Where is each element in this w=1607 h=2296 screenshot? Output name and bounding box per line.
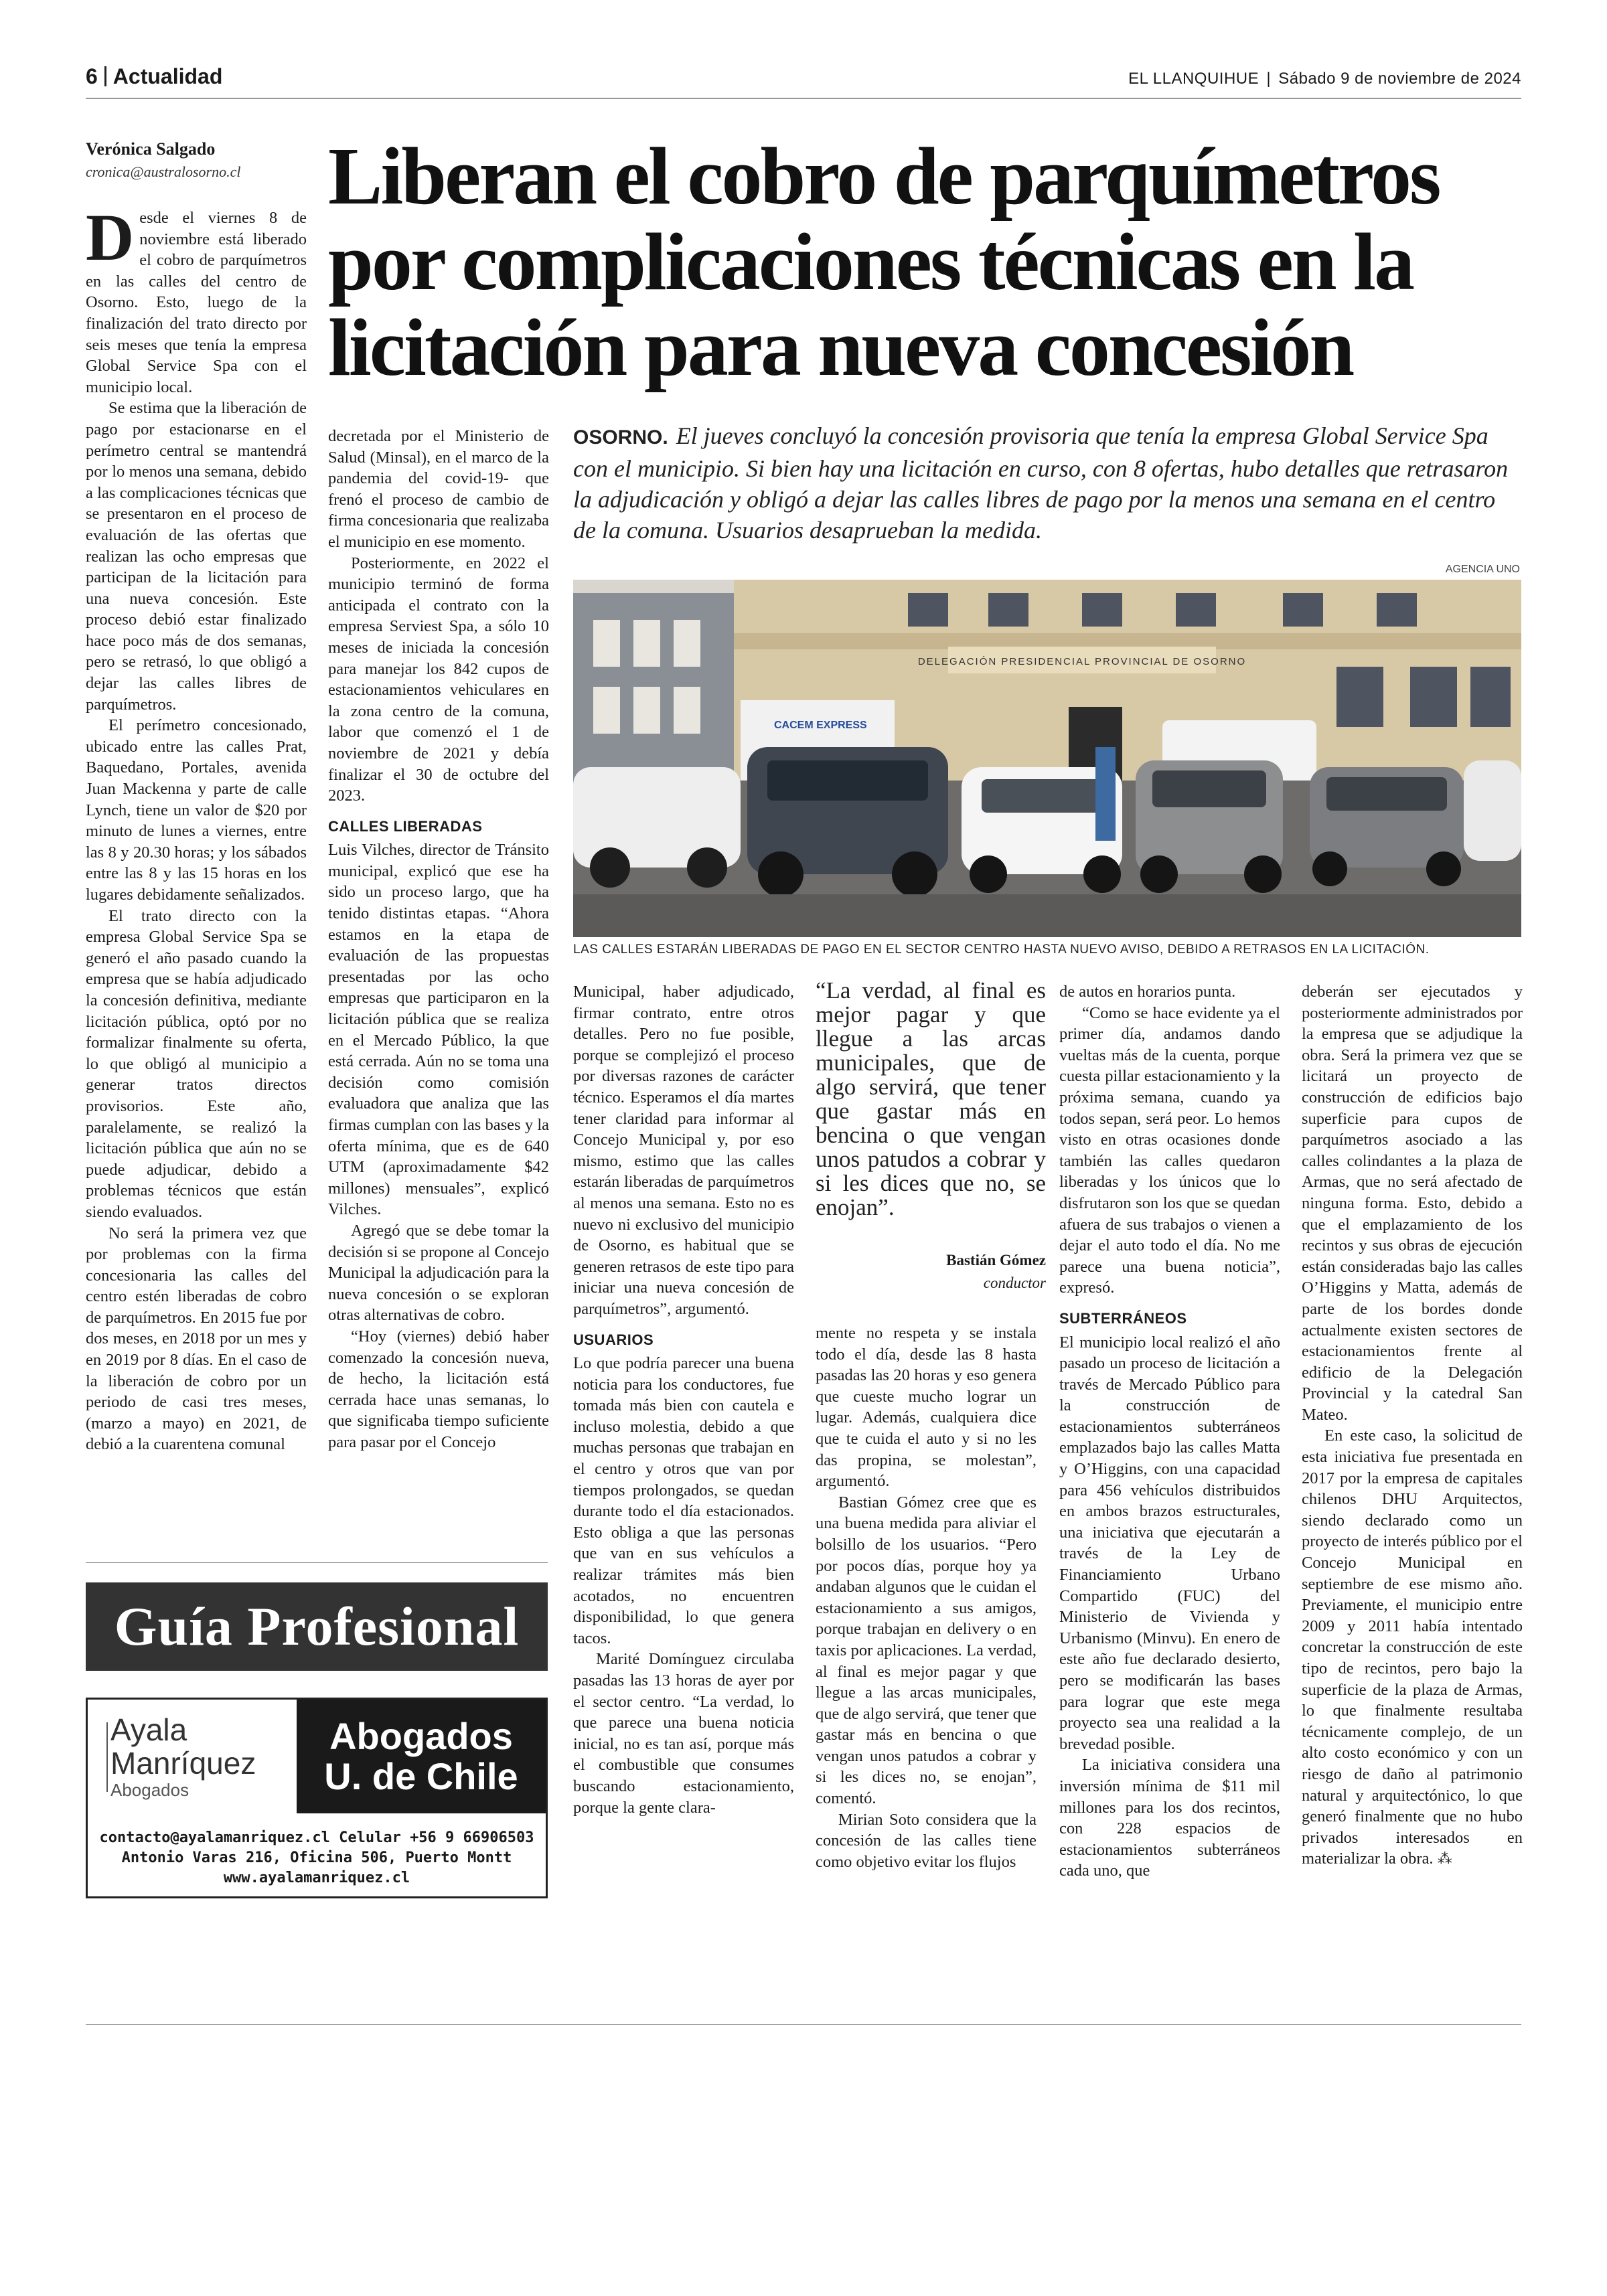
firm-subtitle: Abogados bbox=[110, 1779, 189, 1800]
page-number: 6 bbox=[86, 64, 98, 88]
paragraph: “Hoy (viernes) debió haber comenzado la concesión nueva, de hecho, la licitación está cerrada hace unas semanas, lo que significaba tiempo suficiente para pasar por el Concejo bbox=[328, 1327, 549, 1451]
article-column-2 bbox=[328, 426, 549, 1453]
publication-date: Sábado 9 de noviembre de 2024 bbox=[1278, 70, 1521, 88]
paragraph: Marité Domínguez circulaba pasadas las 13 horas de ayer por el sector centro. “La verdad, lo que parece una buena noticia inicial, no es tan así, porque más el combustible que consumes buscando estacionamiento, porque la gente clara- bbox=[573, 1650, 794, 1817]
paragraph: El trato directo con la empresa Global Service Spa se generó el año pasado cuando la empresa que se había adjudicado la concesión definitiva, mediante licitación pública, optó por no formalizar finalmente su oferta, lo que obligó al municipio a generar tratos directos provisorios. Este año, paralelamente, se realizó la licitación pública que aún no se puede adjudicar, debido a problemas técnicos que están siendo evaluados. bbox=[86, 906, 307, 1221]
subheading-calles-liberadas: CALLES LIBERADAS bbox=[328, 817, 483, 835]
paragraph-text: En este caso, la solicitud de esta iniciativa fue presentada en 2017 por la empresa de capitales chilenos DHU Arquitectos, siendo declarado como un proyecto de interés público por el Concejo Municipal en septiembre de ese mismo año. Previamente, el municipio entre 2009 y 2011 había intentado concretar la construcción de este tipo de recintos, pero bajo la superficie de la plaza de Armas, lo que finalmente resultaba técnicamente complejo, de un alto costo económico y con un riesgo de daño al patrimonio natural y arquitectónico, lo que generó finalmente que no hubo privados interesados en materializar la obra. bbox=[1302, 1426, 1523, 1868]
badge-line-2: U. de Chile bbox=[324, 1755, 518, 1797]
subheading-usuarios: USUARIOS bbox=[573, 1331, 654, 1348]
drop-cap: D bbox=[86, 200, 135, 274]
contact-email-phone[interactable]: contacto@ayalamanriquez.cl Celular +56 9 66906503 bbox=[99, 1829, 534, 1846]
contact-website[interactable]: www.ayalamanriquez.cl bbox=[223, 1870, 410, 1886]
paragraph-text: esde el viernes 8 de noviembre está liberado el cobro de parquímetros en las calles del centro de Osorno. Esto, luego de la finalización del trato directo por seis meses que tenía la empresa Global Service Spa con el municipio local. bbox=[86, 209, 307, 396]
firm-name-line-2: Manríquez bbox=[110, 1745, 256, 1781]
publication-name: EL LLANQUIHUE bbox=[1128, 70, 1259, 88]
paragraph: Se estima que la liberación de pago por estacionarse en el perímetro central se mantendrá por lo menos una semana, debido a las complicaciones técnicas que se presentaron en el proceso de evaluación de las ofertas que realizan las ocho empresas que participan de la licitación para una nueva concesión. Este proceso debió estar finalizado hace poco más de dos semanas, pero se retrasó, lo que obligó a dejar las calles libres de parquímetros. bbox=[86, 399, 307, 714]
article-column-6 bbox=[1302, 981, 1523, 1870]
firm-badge bbox=[297, 1700, 546, 1813]
end-mark: ⁂ bbox=[1437, 1851, 1452, 1868]
paragraph: Municipal, haber adjudicado, firmar contrato, entre otros detalles. Pero no fue posible, porque se complejizó el proceso por diversas razones de carácter técnico. Esperamos el día martes tener claridad para informar al Concejo Municipal y, por eso mismo, estimo que las calles estarán liberadas de parquímetros al menos una semana. Esto no es nuevo ni exclusivo del municipio de Osorno, es habitual que se generen retrasos de este tipo para iniciar una nueva concesión de parquímetros”, argumentó. bbox=[573, 983, 794, 1318]
van-text: CACEM EXPRESS bbox=[774, 720, 867, 731]
paragraph: “Como se hace evidente ya el primer día, andamos dando vueltas más de la cuenta, porque cuesta pillar estacionamiento y la próxima semana, cuando ya todos sepan, será peor. Lo hemos visto en otras ocasiones donde también las calles quedaron liberadas y los únicos que lo disfrutaron son los que se quedan afuera de sus trabajos o vienen a dejar el auto todo el día. No me parece una buena noticia”, expresó. bbox=[1059, 1003, 1280, 1297]
paragraph: La iniciativa considera una inversión mínima de $11 mil millones para los dos recintos, con 228 espacios de estacionamientos subterráneos cada uno, que bbox=[1059, 1756, 1280, 1880]
article-column-3 bbox=[573, 981, 794, 1818]
paragraph: Mirian Soto considera que la concesión de las calles tiene como objetivo evitar los flujos bbox=[816, 1810, 1037, 1871]
author-email[interactable]: cronica@australosorno.cl bbox=[86, 163, 241, 180]
paragraph: mente no respeta y se instala todo el día, desde las 8 hasta pasadas las 20 horas y eso genera que cueste mucho lograr un lugar. Además, cualquiera dice que te cuida el auto y si no les das propina, se molestan”, argumentó. bbox=[816, 1324, 1037, 1491]
paragraph: Bastian Gómez cree que es una buena medida para aliviar el bolsillo de los usuarios. “Pero por pocos días, porque hoy ya andaban algunos que le cuidan el estacionamiento a sus amigos, porque trabajan en delivery o en taxis por aplicaciones. La verdad, al final es mejor pagar y que llegue a las arcas municipales, que de algo servirá, que tener que gastar más en bencina o que vengan unos patudos a cobrar y si les dices no, se enojan”, comentó. bbox=[816, 1493, 1037, 1808]
photo-credit: AGENCIA UNO bbox=[1445, 564, 1520, 575]
guia-profesional-banner: Guía Profesional bbox=[86, 1582, 548, 1671]
lead-place: OSORNO. bbox=[573, 426, 668, 448]
paragraph: No será la primera vez que por problemas con la firma concesionaria las calles del centro estén liberadas de cobro de parquímetros. En 2015 fue por dos meses, en 2018 por un mes y en 2019 por 8 días. En el caso de la liberación de cobro por un periodo de casi tres meses, (marzo a mayo) en 2021, de debió a la cuarentena comunal bbox=[86, 1224, 307, 1454]
paragraph: Lo que podría parecer una buena noticia para los conductores, fue tomada más bien con cautela e incluso molestia, debido a que muchas personas que trabajan en el centro y otros que van por tiempos prolongados, se quedan durante todo el día estacionados. Esto obliga a que las personas que van en sus vehículos a realizar trámites más bien acotados, no encuentren disponibilidad, lo que genera tacos. bbox=[573, 1354, 794, 1647]
header-rule bbox=[86, 98, 1521, 99]
lead-text: El jueves concluyó la concesión provisoria que tenía la empresa Global Service Spa con el municipio. Si bien hay una licitación en curso, con 8 ofertas, hubo detalles que retrasaron la adjudicación y obligó a dejar las calles libres de pago por la menos una semana en el centro de la comuna. Usuarios desaprueban la medida. bbox=[573, 422, 1509, 544]
paragraph bbox=[1302, 1425, 1523, 1870]
section-header bbox=[86, 64, 222, 89]
photo-caption: LAS CALLES ESTARÁN LIBERADAS DE PAGO EN EL SECTOR CENTRO HASTA NUEVO AVISO, DEBIDO A RETRASOS EN LA LICITACIÓN. bbox=[573, 942, 1430, 957]
news-photo bbox=[573, 580, 1521, 937]
lead-paragraph bbox=[573, 420, 1524, 546]
paragraph: Posteriormente, en 2022 el municipio terminó de forma anticipada el contrato con la empresa Serviest Spa, a sólo 10 meses de iniciada la concesión para manejar los 842 cupos de estacionamientos vehiculares en la zona centro de la comuna, labor que comenzó el 1 de noviembre de 2021 y debía finalizar el 30 de octubre del 2023. bbox=[328, 554, 549, 805]
firm-name-line-1: Ayala bbox=[110, 1712, 187, 1747]
firm-logo bbox=[88, 1700, 297, 1813]
ad-top-rule bbox=[86, 1562, 548, 1563]
paragraph: El municipio local realizó el año pasado un proceso de licitación a través de Mercado Público para la construcción de estacionamientos subterráneos emplazados bajo las calles Matta y O’Higgins, con una capacidad para 456 vehículos distribuidos en ambos brazos estructurales, una iniciativa que ejecutarán a través de la Ley de Financiamiento Urbano Compartido (FUC) del Ministerio de Vivienda y Urbanismo (Minvu). En enero de este año fue declarado desierto, pero se modificarán las bases para lograr que este mega proyecto sea una realidad a la brevedad posible. bbox=[1059, 1333, 1280, 1753]
author-name: Verónica Salgado bbox=[86, 139, 216, 159]
paragraph: El perímetro concesionado, ubicado entre las calles Prat, Baquedano, Portales, avenida Juan Mackenna y parte de calle Lynch, tiene un valor de $20 por minuto de lunes a viernes, entre las 8 y 20.30 horas; y los sábados entre las 8 y las 15 horas en los lugares debidamente señalizados. bbox=[86, 716, 307, 904]
badge-line-1: Abogados bbox=[329, 1715, 513, 1757]
paragraph: de autos en horarios punta. bbox=[1059, 983, 1236, 1001]
building-sign-text: DELEGACIÓN PRESIDENCIAL PROVINCIAL DE OSORNO bbox=[917, 656, 1247, 667]
subheading-subterraneos: SUBTERRÁNEOS bbox=[1059, 1309, 1187, 1327]
article-column-1 bbox=[86, 200, 307, 1455]
section-name: Actualidad bbox=[112, 64, 223, 88]
lawyer-advertisement[interactable] bbox=[86, 1698, 548, 1898]
contact-address: Antonio Varas 216, Oficina 506, Puerto Montt bbox=[121, 1850, 512, 1866]
footer-rule bbox=[86, 2024, 1521, 2025]
logo-line bbox=[106, 1722, 108, 1792]
paragraph: Agregó que se debe tomar la decisión si se propone al Concejo Municipal la adjudicación para la nueva concesión o se exploran otras alternativas de cobro. bbox=[328, 1221, 549, 1325]
quote-author: Bastián Gómez bbox=[946, 1252, 1046, 1268]
paragraph: decretada por el Ministerio de Salud (Minsal), en el marco de la pandemia del covid-19- que frenó el proceso de cambio de firma concesionaria que realizaba el municipio en ese momento. bbox=[328, 427, 549, 551]
header-separator: | bbox=[1266, 70, 1272, 88]
firm-contact bbox=[88, 1828, 546, 1888]
headline: Liberan el cobro de parquímetros por complicaciones técnicas en la licitación para nueva concesión bbox=[328, 131, 1440, 393]
paragraph: deberán ser ejecutados y posteriormente administrados por la empresa que se adjudique la obra. Será la primera vez que se licitará un proyecto de construcción de edificios bajo superficie para cupos de parquímetros asociado a las calles colindantes a la plaza de Armas, que no será afectado de ninguna forma. Esto, debido a que el emplazamiento de los recintos y sus obras de ejecución están consideradas bajo las calles O’Higgins y Matta, además de parte de los bordes donde actualmente existen sectores de estacionamientos frente al edificio de la Delegación Provincial y la catedral San Mateo. bbox=[1302, 983, 1523, 1424]
paragraph bbox=[86, 200, 307, 398]
article-column-5 bbox=[1059, 981, 1280, 1882]
photo-illustration bbox=[573, 580, 1521, 937]
publication-info bbox=[1128, 70, 1521, 88]
header-divider bbox=[104, 66, 106, 86]
article-column-4 bbox=[816, 1323, 1037, 1872]
paragraph: Luis Vilches, director de Tránsito municipal, explicó que ese ha sido un proceso largo, que ha tenido distintas etapas. “Ahora estamos en la etapa de evaluación de las propuestas presentadas por las ocho empresas que participaron en la licitación pública que se realiza en el Mercado Público, la que está cerrada. Aún no se toma una decisión como comisión evaluadora que analiza que las firmas cumplan con las bases y la oferta mínima, que es de 640 UTM (aproximadamente $42 millones) mensuales”, explicó Vilches. bbox=[328, 841, 549, 1219]
pull-quote: “La verdad, al final es mejor pagar y que llegue a las arcas municipales, que de algo servirá, que tener que gastar más en bencina o que vengan unos patudos a cobrar y si les dices que no, se enojan”. bbox=[816, 977, 1046, 1220]
quote-role: conductor bbox=[983, 1275, 1046, 1291]
